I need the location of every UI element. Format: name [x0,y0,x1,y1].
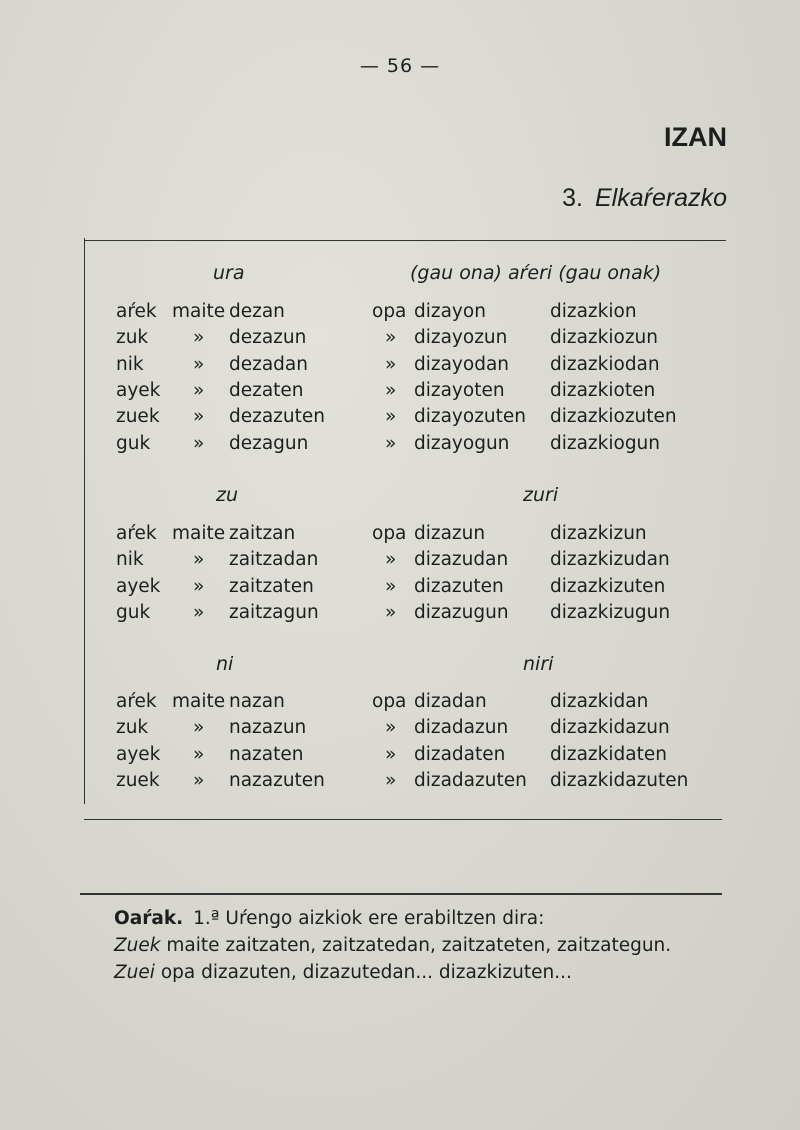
notes-line-1 [114,905,734,932]
verb-form-singular: dizayogun [414,432,510,454]
ditto-mark: » [385,769,397,791]
block-heading-right: niri [523,653,554,675]
notes-italic-word: Zuei [114,962,155,983]
block-heading-left: ni [216,653,234,675]
verb-form-singular: dizadan [414,691,487,712]
maite-word: maite [172,523,226,544]
verb-form: nazazun [229,717,307,739]
verb-form-plural: dizazkion [550,301,637,322]
page-title: IZAN [664,122,727,152]
verb-form: zaitzan [229,523,296,544]
subject: ayek [116,379,161,401]
ditto-mark: » [385,327,397,349]
verb-form-singular: dizazugun [414,601,509,623]
ditto-mark: » [193,549,205,571]
verb-form-plural: dizazkiozun [550,327,658,349]
subject: aŕek [116,301,157,322]
verb-form: zaitzaten [229,575,314,597]
verb-form: nazazuten [229,769,325,791]
section-number: 3. [562,184,583,212]
subject: zuk [116,327,149,349]
verb-form-singular: dizayozuten [414,406,526,428]
page-number: — 56 — [359,55,441,77]
section-name: Elkaŕerazko [595,184,727,212]
table-bottom-rule [84,819,722,820]
subject: guk [116,601,151,623]
subject: zuek [116,769,160,791]
table-row [0,742,800,768]
verb-form: dezagun [229,432,309,454]
verb-form-singular: dizayozun [414,327,508,349]
notes-text: 1.ª Uŕengo aizkiok ere erabiltzen dira: [193,908,545,929]
verb-form: zaitzadan [229,549,319,571]
table-row [0,299,800,325]
subject: nik [116,353,144,375]
ditto-mark: » [193,717,205,739]
ditto-mark: » [193,743,205,765]
subject: aŕek [116,523,157,544]
ditto-mark: » [385,353,397,375]
verb-form-singular: dizazun [414,523,486,544]
ditto-mark: » [385,406,397,428]
verb-form: nazaten [229,743,304,765]
verb-form-plural: dizazkizuten [550,575,666,597]
subject: ayek [116,743,161,765]
verb-form-singular: dizadazun [414,717,509,739]
ditto-mark: » [385,432,397,454]
ditto-mark: » [385,601,397,623]
ditto-mark: » [193,406,205,428]
verb-form: dezazuten [229,406,325,428]
table-row [0,600,800,626]
verb-form-singular: dizadazuten [414,769,527,791]
ditto-mark: » [193,601,205,623]
verb-form: nazan [229,691,285,712]
verb-form: dezan [229,301,285,322]
table-row [0,689,800,715]
table-row [0,715,800,741]
maite-word: maite [172,691,226,712]
table-row [0,431,800,457]
verb-form-plural: dizazkiodan [550,353,660,375]
verb-form: dezazun [229,327,307,349]
ditto-mark: » [193,379,205,401]
table-row [0,325,800,351]
ditto-mark: » [193,575,205,597]
ditto-mark: » [193,353,205,375]
verb-form-singular: dizazudan [414,549,509,571]
subject: guk [116,432,151,454]
notes-top-rule [80,893,722,895]
subject: aŕek [116,691,157,712]
notes-text: maite zaitzaten, zaitzatedan, zaitzateten, zaitzategun. [166,935,672,956]
table-row [0,521,800,547]
notes [114,905,734,986]
subject: zuk [116,717,149,739]
verb-form-plural: dizazkidan [550,691,649,712]
ditto-mark: » [385,549,397,571]
ditto-mark: » [193,769,205,791]
notes-text: opa dizazuten, dizazutedan... dizazkizuten... [160,962,572,983]
notes-line-2 [114,932,734,959]
ditto-mark: » [385,575,397,597]
table-row [0,547,800,573]
block-heading-right: (gau ona) aŕeri (gau onak) [410,262,662,284]
subject: ayek [116,575,161,597]
maite-word: maite [172,301,226,322]
opa-word: opa [372,523,407,544]
verb-form-plural: dizazkiozuten [550,406,677,428]
opa-word: opa [372,691,407,712]
table-row [0,404,800,430]
verb-form-singular: dizayodan [414,353,510,375]
notes-italic-word: Zuek [114,935,161,956]
table-top-rule [84,240,726,241]
ditto-mark: » [193,327,205,349]
ditto-mark: » [385,379,397,401]
table-row [0,352,800,378]
verb-form-singular: dizayon [414,301,486,322]
verb-form-singular: dizadaten [414,743,506,765]
verb-form-plural: dizazkizudan [550,549,670,571]
notes-label: Oaŕak. [114,908,184,929]
verb-form: dezadan [229,353,308,375]
verb-form-singular: dizazuten [414,575,504,597]
verb-form-plural: dizazkidaten [550,743,667,765]
verb-form: dezaten [229,379,304,401]
verb-form-plural: dizazkizugun [550,601,671,623]
ditto-mark: » [385,743,397,765]
verb-form-plural: dizazkiogun [550,432,661,454]
section-heading [562,184,727,213]
subject: zuek [116,406,160,428]
table-row [0,768,800,794]
verb-form-singular: dizayoten [414,379,505,401]
verb-form-plural: dizazkidazuten [550,769,689,791]
block-heading-left: ura [213,262,245,284]
notes-line-3 [114,959,734,986]
block-heading-left: zu [216,484,239,506]
table-row [0,574,800,600]
verb-form-plural: dizazkioten [550,379,656,401]
ditto-mark: » [385,717,397,739]
opa-word: opa [372,301,407,322]
table-row [0,378,800,404]
block-heading-right: zuri [523,484,559,506]
ditto-mark: » [193,432,205,454]
verb-form: zaitzagun [229,601,319,623]
verb-form-plural: dizazkidazun [550,717,670,739]
verb-form-plural: dizazkizun [550,523,647,544]
subject: nik [116,549,144,571]
